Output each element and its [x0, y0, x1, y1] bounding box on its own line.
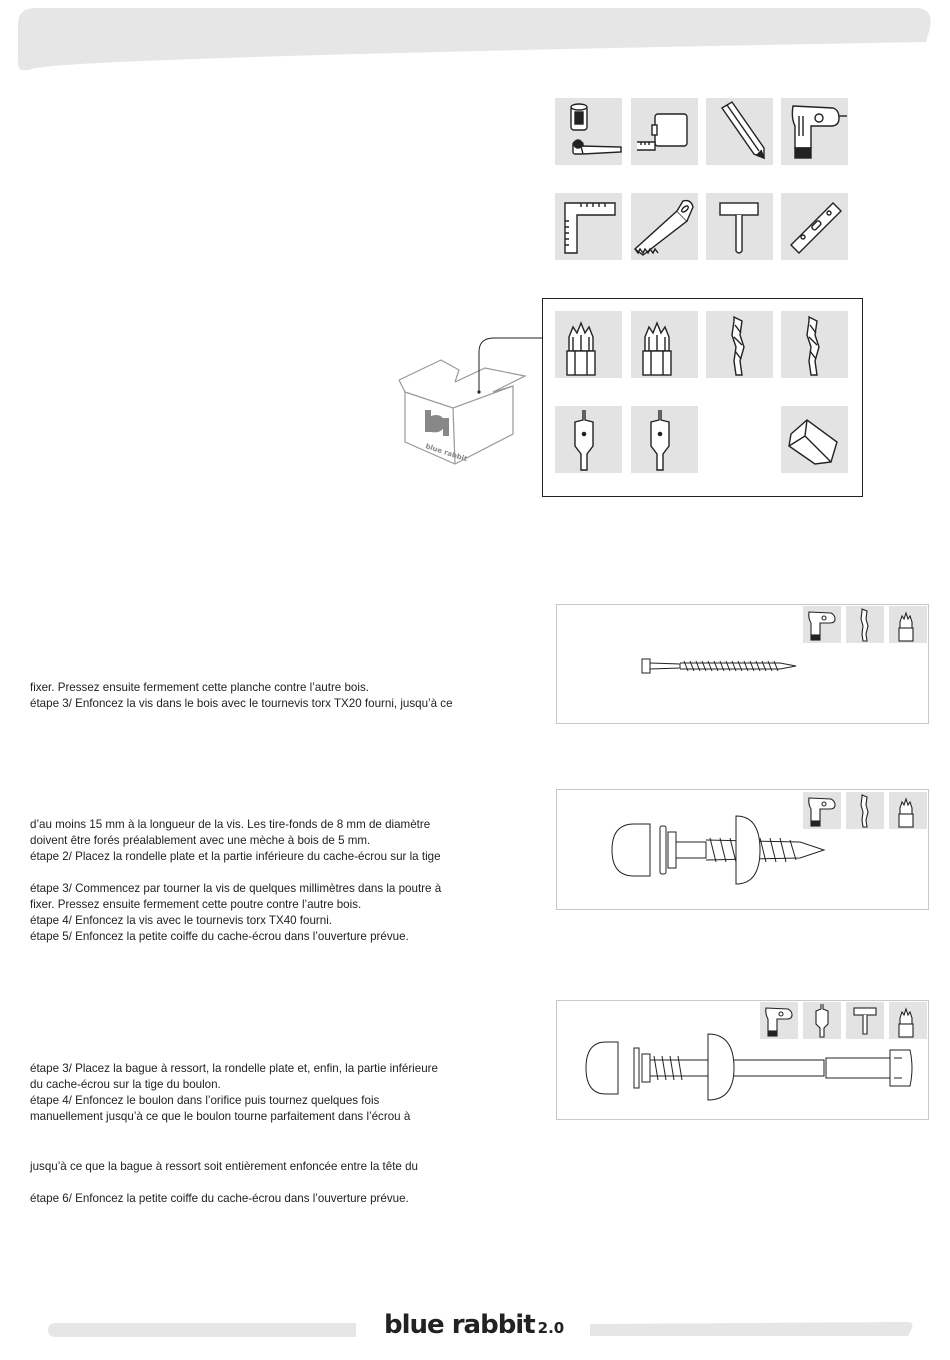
section3-line-3: étape 4/ Enfoncez le boulon dans l’orifice puis tournez quelques fois [30, 1094, 380, 1107]
drill-bit-icon [706, 311, 773, 378]
box-brand-label: blue rabbit [424, 442, 469, 464]
section1-line-2: étape 3/ Enfoncez la vis dans le bois avec le tournevis torx TX20 fourni, jusqu’à ce [30, 697, 453, 710]
section2-line-1: d’au moins 15 mm à la longueur de la vis. Les tire-fonds de 8 mm de diamètre [30, 818, 431, 831]
socket-wrench-icon [555, 98, 622, 165]
section2-line-4: étape 3/ Commencez par tourner la vis de quelques millimètres dans la poutre à [30, 882, 442, 895]
torx-bit-icon [889, 606, 927, 643]
section2-line-7: étape 5/ Enfoncez la petite coiffe du cache-écrou dans l’ouverture prévue. [30, 930, 409, 943]
lag-screw-illustration [610, 812, 830, 888]
carpenter-square-icon [555, 193, 622, 260]
spade-bit-icon [555, 406, 622, 473]
brand-name: blue rabbit [384, 1310, 535, 1340]
brand-version: 2.0 [537, 1319, 565, 1337]
torx-bit-icon [555, 311, 622, 378]
footer-bar-right [590, 1320, 914, 1340]
saw-icon [631, 193, 698, 260]
torx-bit-icon [889, 792, 927, 829]
bolt-assembly-illustration [584, 1030, 919, 1102]
tape-measure-icon [631, 98, 698, 165]
header-banner [0, 0, 950, 80]
pencil-icon [706, 98, 773, 165]
spirit-level-icon [781, 193, 848, 260]
torx-bit-icon [631, 311, 698, 378]
section3-line-5: jusqu’à ce que la bague à ressort soit entièrement enfoncée entre la tête du [30, 1160, 418, 1173]
drill-bit-icon [846, 792, 884, 829]
kit-connector-line [470, 330, 550, 400]
hammer-icon [706, 193, 773, 260]
section2-line-3: étape 2/ Placez la rondelle plate et la partie inférieure du cache-écrou sur la tige [30, 850, 441, 863]
section2-line-6: étape 4/ Enfoncez la vis avec le tournevis torx TX40 fourni. [30, 914, 333, 927]
section2-line-2: doivent être forés préalablement avec une mèche à bois de 5 mm. [30, 834, 371, 847]
drill-bit-icon [781, 311, 848, 378]
section2-line-5: fixer. Pressez ensuite fermement cette poutre contre l’autre bois. [30, 898, 362, 911]
section3-line-4: manuellement jusqu’à ce que le boulon tourne parfaitement dans l’écrou à [30, 1110, 411, 1123]
spade-bit-icon [631, 406, 698, 473]
drill-icon [803, 606, 841, 643]
footer-bar-left [46, 1320, 356, 1340]
section3-line-6: étape 6/ Enfoncez la petite coiffe du cache-écrou dans l’ouverture prévue. [30, 1192, 409, 1205]
wood-screw-illustration [640, 655, 800, 677]
section1-line-1: fixer. Pressez ensuite fermement cette planche contre l’autre bois. [30, 681, 369, 694]
hex-socket-icon [781, 406, 848, 473]
brand-logo [384, 1310, 584, 1344]
section3-line-2: du cache-écrou sur la tige du boulon. [30, 1078, 221, 1091]
drill-icon [781, 98, 848, 165]
drill-bit-icon [846, 606, 884, 643]
section3-line-1: étape 3/ Placez la bague à ressort, la rondelle plate et, enfin, la partie inférieure [30, 1062, 438, 1075]
